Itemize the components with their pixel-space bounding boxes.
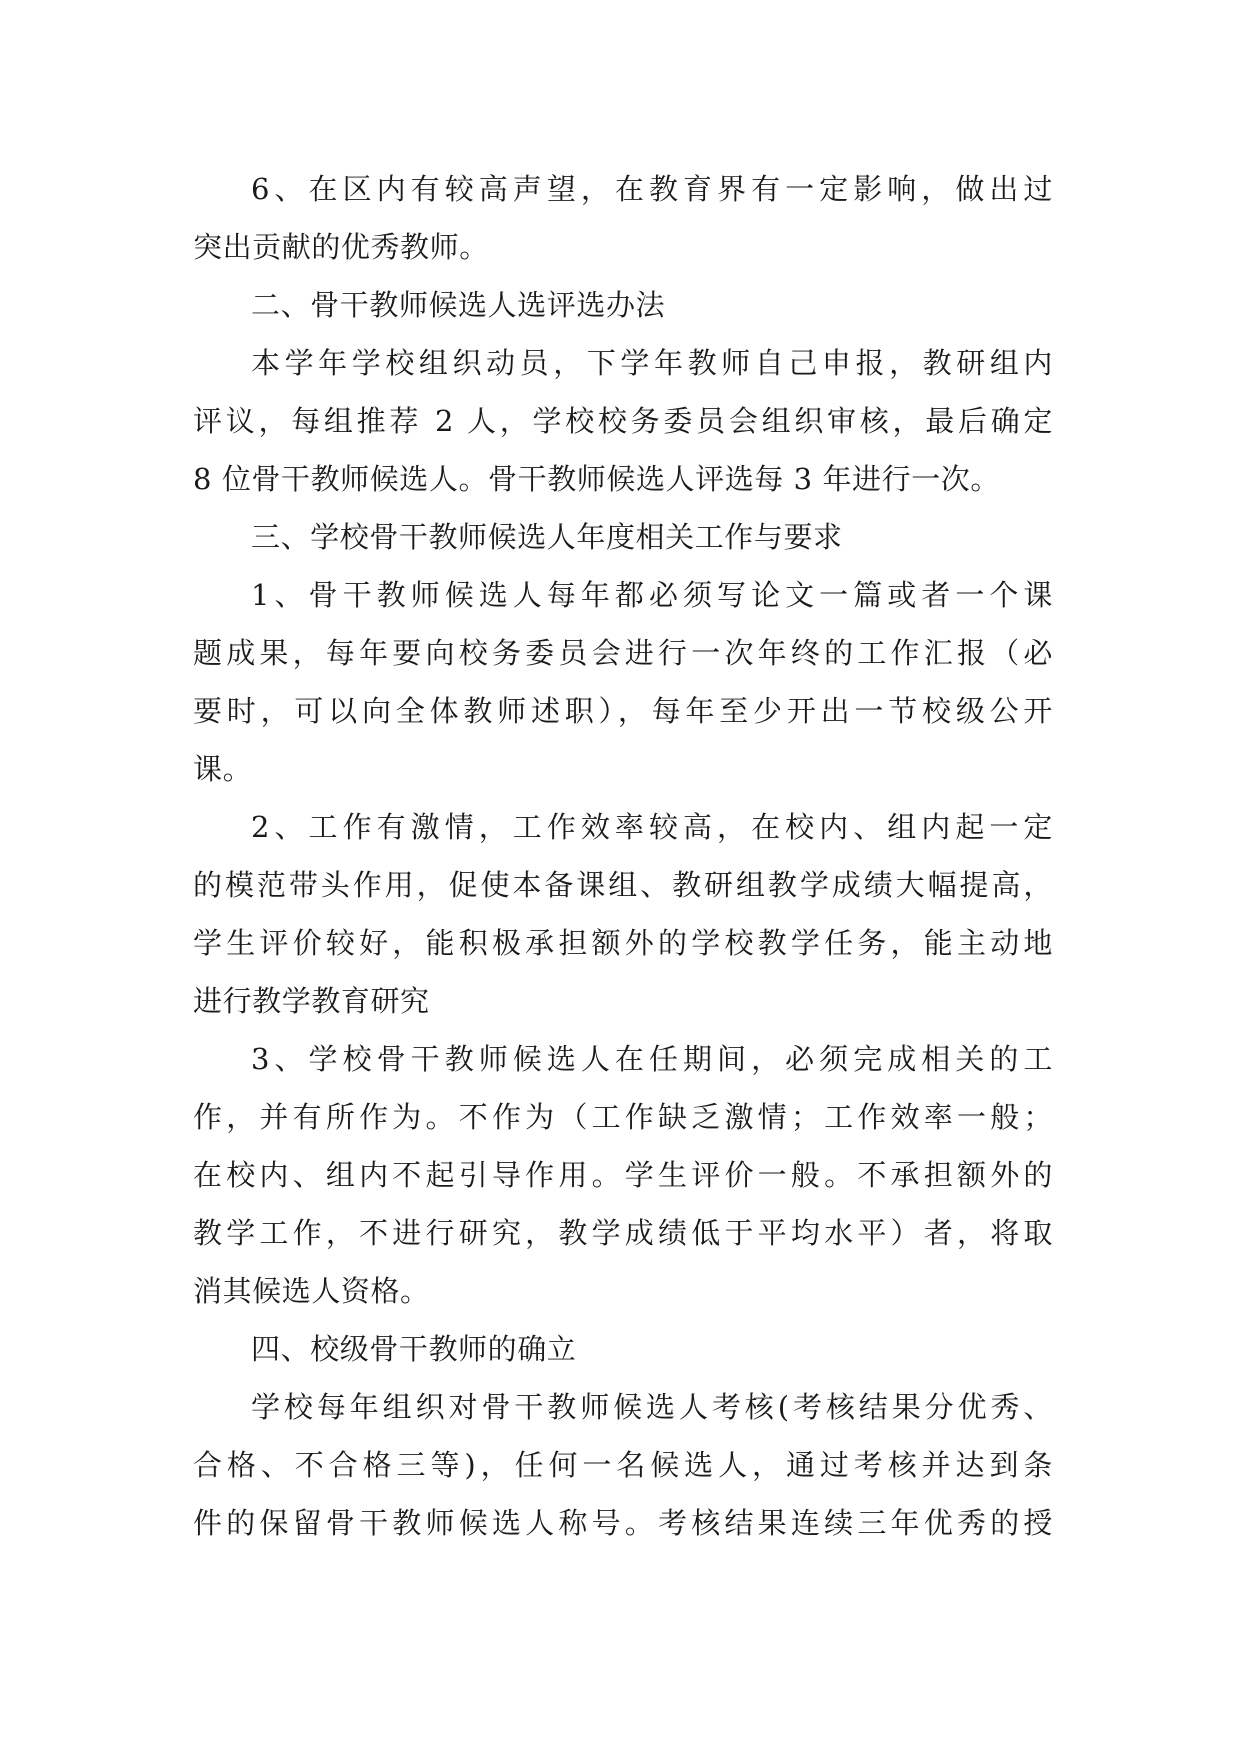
text-line: 的模范带头作用，促使本备课组、教研组教学成绩大幅提高， <box>193 868 1053 902</box>
text-line: 课。 <box>193 752 253 786</box>
text-line: 学校每年组织对骨干教师候选人考核(考核结果分优秀、 <box>251 1390 1053 1424</box>
text-line: 要时，可以向全体教师述职），每年至少开出一节校级公开 <box>193 694 1053 728</box>
text-line: 2、工作有激情，工作效率较高，在校内、组内起一定 <box>251 810 1053 844</box>
text-line: 1、骨干教师候选人每年都必须写论文一篇或者一个课 <box>251 578 1053 612</box>
text-line: 二、骨干教师候选人选评选办法 <box>251 288 666 322</box>
text-line: 学生评价较好，能积极承担额外的学校教学任务，能主动地 <box>193 926 1053 960</box>
text-line: 在校内、组内不起引导作用。学生评价一般。不承担额外的 <box>193 1158 1053 1192</box>
text-line: 本学年学校组织动员，下学年教师自己申报，教研组内 <box>251 346 1053 380</box>
text-line: 进行教学教育研究 <box>193 984 430 1018</box>
text-line: 6、在区内有较高声望，在教育界有一定影响，做出过 <box>251 172 1053 206</box>
text-line: 件的保留骨干教师候选人称号。考核结果连续三年优秀的授 <box>193 1506 1053 1540</box>
text-line: 8 位骨干教师候选人。骨干教师候选人评选每 3 年进行一次。 <box>193 462 1000 496</box>
text-line: 突出贡献的优秀教师。 <box>193 230 489 264</box>
text-line: 作，并有所作为。不作为（工作缺乏激情；工作效率一般； <box>193 1100 1053 1134</box>
text-line: 题成果，每年要向校务委员会进行一次年终的工作汇报（必 <box>193 636 1053 670</box>
text-line: 教学工作，不进行研究，教学成绩低于平均水平）者，将取 <box>193 1216 1053 1250</box>
text-line: 消其候选人资格。 <box>193 1274 430 1308</box>
document-body <box>193 160 1053 1552</box>
text-line: 3、学校骨干教师候选人在任期间，必须完成相关的工 <box>251 1042 1053 1076</box>
text-line: 合格、不合格三等)，任何一名候选人，通过考核并达到条 <box>193 1448 1053 1482</box>
text-line: 四、校级骨干教师的确立 <box>251 1332 577 1366</box>
text-line: 三、学校骨干教师候选人年度相关工作与要求 <box>251 520 843 554</box>
text-line: 评议，每组推荐 2 人，学校校务委员会组织审核，最后确定 <box>193 404 1053 438</box>
